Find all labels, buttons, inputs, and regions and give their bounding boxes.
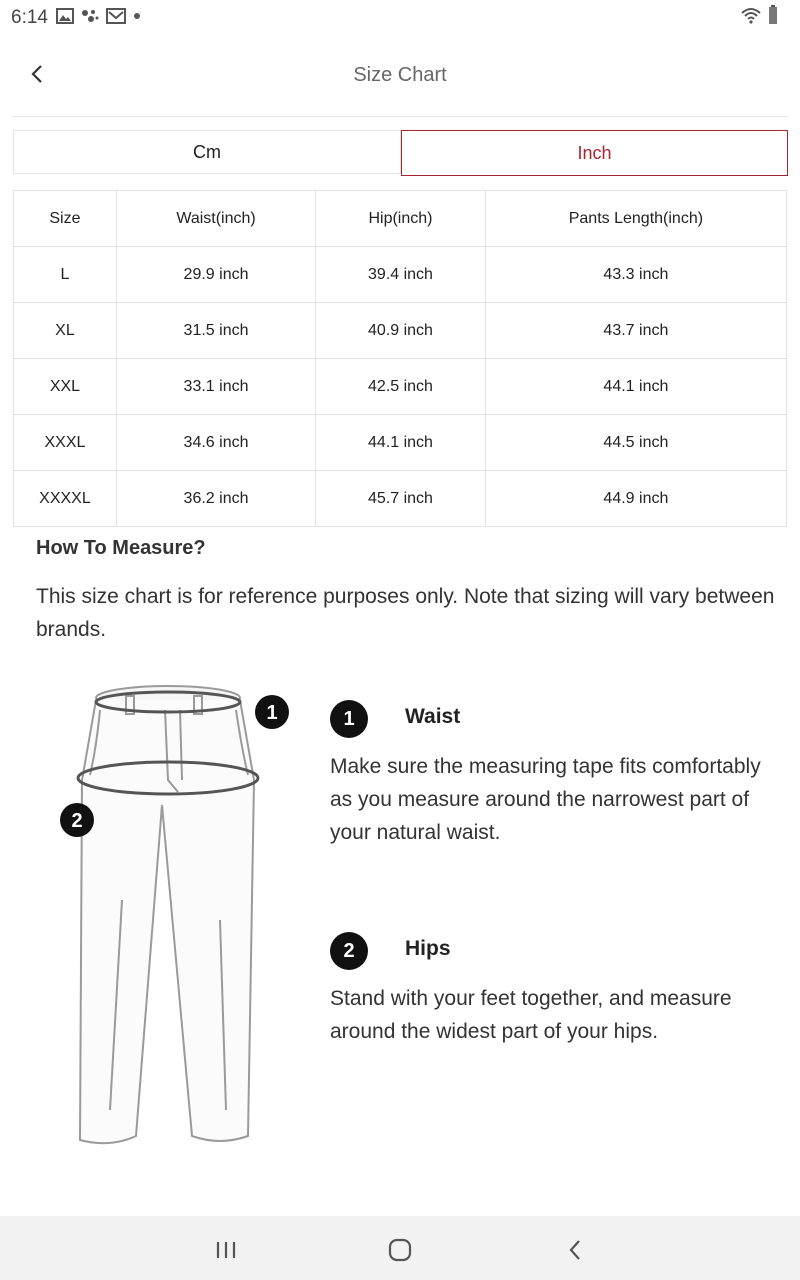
status-notification-icons: [56, 7, 142, 25]
table-header-row: [14, 191, 787, 247]
cell-size: XXL: [14, 359, 117, 415]
cell-waist: 34.6 inch: [116, 415, 315, 471]
assistant-icon: [80, 7, 100, 25]
cell-waist: 33.1 inch: [116, 359, 315, 415]
dot-icon: [132, 7, 142, 25]
unit-cm-button[interactable]: Cm: [13, 130, 401, 174]
nav-back-button[interactable]: [562, 1236, 590, 1264]
table-row: [14, 471, 787, 527]
cell-waist: 36.2 inch: [116, 471, 315, 527]
recent-apps-icon: [212, 1236, 240, 1264]
measure-heading: How To Measure?: [36, 537, 206, 559]
cell-hip: 39.4 inch: [316, 247, 486, 303]
step-title: Waist: [405, 705, 461, 728]
page-title: Size Chart: [353, 64, 447, 86]
header-size: Size: [14, 191, 117, 247]
svg-text:1: 1: [266, 702, 278, 724]
mail-icon: [106, 7, 126, 25]
cell-size: L: [14, 247, 117, 303]
status-bar: [0, 0, 800, 34]
svg-text:2: 2: [71, 810, 83, 832]
step-number-badge: 1: [330, 700, 368, 738]
header-pants-length: Pants Length(inch): [485, 191, 786, 247]
wifi-icon: [740, 5, 762, 25]
table-row: [14, 359, 787, 415]
table-row: [14, 415, 787, 471]
cell-size: XXXXL: [14, 471, 117, 527]
status-system-icons: [740, 5, 778, 25]
cell-hip: 40.9 inch: [316, 303, 486, 359]
table-row: [14, 303, 787, 359]
pants-illustration: [50, 680, 300, 1150]
battery-icon: [768, 5, 778, 25]
cell-hip: 42.5 inch: [316, 359, 486, 415]
back-icon: [562, 1236, 590, 1264]
cell-hip: 45.7 inch: [316, 471, 486, 527]
step-number-badge: 2: [330, 932, 368, 970]
cell-pants-length: 43.7 inch: [485, 303, 786, 359]
system-nav-bar: [0, 1216, 800, 1280]
measure-note: This size chart is for reference purposes only. Note that sizing will vary between brands.: [36, 585, 775, 641]
home-button[interactable]: [386, 1236, 414, 1264]
unit-inch-button[interactable]: Inch: [401, 130, 788, 176]
cell-pants-length: 43.3 inch: [485, 247, 786, 303]
image-icon: [56, 7, 74, 25]
cell-pants-length: 44.9 inch: [485, 471, 786, 527]
table-row: [14, 247, 787, 303]
cell-waist: 29.9 inch: [116, 247, 315, 303]
cell-waist: 31.5 inch: [116, 303, 315, 359]
unit-toggle: [13, 130, 788, 176]
step-title: Hips: [405, 937, 451, 960]
header-hip: Hip(inch): [316, 191, 486, 247]
header-waist: Waist(inch): [116, 191, 315, 247]
status-time: 6:14: [11, 7, 48, 28]
home-icon: [386, 1236, 414, 1264]
cell-size: XL: [14, 303, 117, 359]
cell-size: XXXL: [14, 415, 117, 471]
cell-hip: 44.1 inch: [316, 415, 486, 471]
size-table: [13, 190, 787, 527]
recent-apps-button[interactable]: [212, 1236, 240, 1264]
cell-pants-length: 44.1 inch: [485, 359, 786, 415]
step-description: Make sure the measuring tape fits comfortably as you measure around the narrowest part of your natural waist.: [330, 755, 761, 844]
app-header: [12, 42, 788, 117]
cell-pants-length: 44.5 inch: [485, 415, 786, 471]
step-description: Stand with your feet together, and measure around the widest part of your hips.: [330, 987, 732, 1043]
